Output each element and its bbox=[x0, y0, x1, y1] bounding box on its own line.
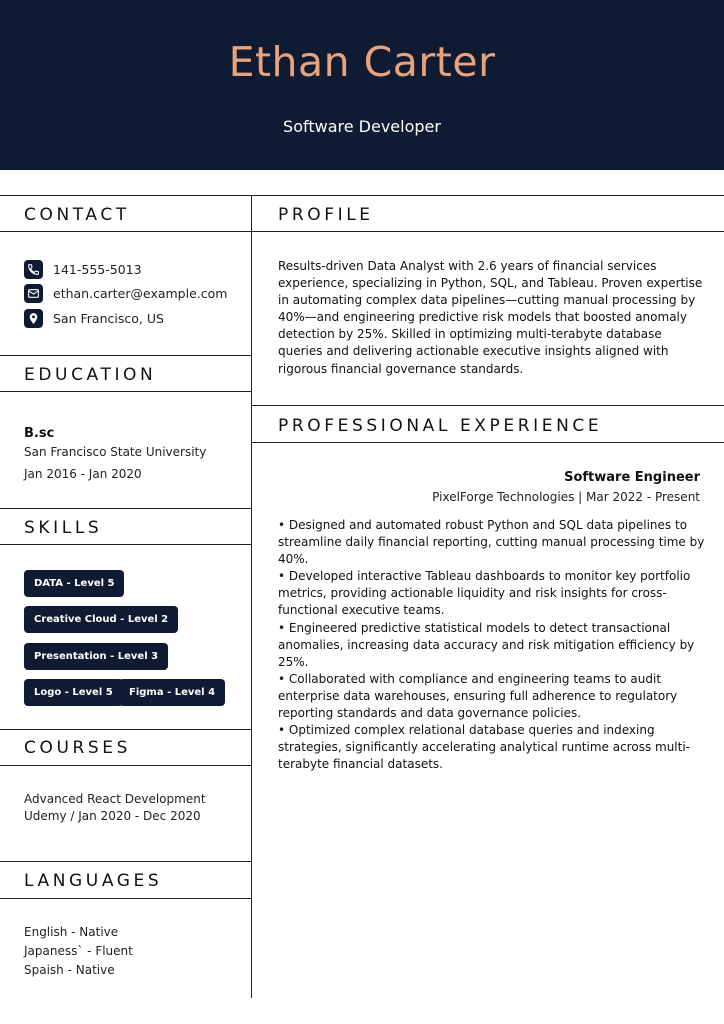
job-title: Software Engineer bbox=[564, 470, 700, 485]
profile-summary: Results-driven Data Analyst with 2.6 years of financial services experience, specializing in Python, SQL, and Tableau. Proven expertise in automating complex data pipelines—cutting manual processing by 40%—and engineering predictive risk models that boosted anomaly detection by 25%. Skilled in optimizing multi-terabyte database queries and delivering actionable executive insights aligned with rigorous financial governance standards. bbox=[278, 259, 703, 376]
education-heading: EDUCATION bbox=[24, 365, 157, 385]
experience-divider bbox=[252, 442, 724, 443]
skills-heading: SKILLS bbox=[24, 518, 103, 538]
job-bullet: • Designed and automated robust Python and SQL data pipelines to streamline daily financial reporting, cutting manual processing time by 40%. bbox=[278, 518, 705, 567]
job-bullet: • Developed interactive Tableau dashboards to monitor key portfolio metrics, providing actionable liquidity and risk insights for cross-functional executive teams. bbox=[278, 569, 691, 618]
candidate-title: Software Developer bbox=[283, 117, 441, 136]
contact-email-text[interactable]: ethan.carter@example.com bbox=[53, 286, 228, 301]
education-school: San Francisco State University bbox=[24, 445, 207, 459]
contact-phone bbox=[24, 260, 142, 279]
profile-divider bbox=[252, 231, 724, 232]
education-degree: B.sc bbox=[24, 426, 55, 441]
contact-divider bbox=[0, 231, 252, 232]
course-detail: Udemy / Jan 2020 - Dec 2020 bbox=[24, 809, 201, 823]
skill-badge: Presentation - Level 3 bbox=[24, 643, 168, 670]
profile-heading: PROFILE bbox=[278, 205, 374, 225]
contact-location bbox=[24, 309, 164, 328]
experience-top-divider bbox=[252, 405, 724, 406]
education-top-divider bbox=[0, 355, 252, 356]
languages-top-divider bbox=[0, 861, 252, 862]
email-icon bbox=[24, 284, 43, 303]
skills-divider bbox=[0, 544, 252, 545]
contact-phone-text[interactable]: 141-555-5013 bbox=[53, 262, 142, 277]
job-bullets bbox=[278, 517, 708, 773]
course-name: Advanced React Development bbox=[24, 792, 206, 806]
job-company-dates: PixelForge Technologies | Mar 2022 - Present bbox=[432, 490, 700, 504]
contact-heading: CONTACT bbox=[24, 205, 130, 225]
languages-heading: LANGUAGES bbox=[24, 871, 163, 891]
education-divider bbox=[0, 391, 252, 392]
candidate-name: Ethan Carter bbox=[228, 38, 496, 86]
contact-location-text: San Francisco, US bbox=[53, 311, 164, 326]
job-bullet: • Collaborated with compliance and engineering teams to audit enterprise data warehouses, ensuring full adherence to regulatory reporting standards and data governance policies. bbox=[278, 671, 678, 721]
experience-heading: PROFESSIONAL EXPERIENCE bbox=[278, 416, 603, 436]
job-bullet: • Optimized complex relational database queries and indexing strategies, significantly accelerating analytical runtime across multi-terabyte financial datasets. bbox=[278, 723, 691, 772]
courses-divider bbox=[0, 765, 252, 766]
education-dates: Jan 2016 - Jan 2020 bbox=[24, 467, 142, 481]
skill-badge: Creative Cloud - Level 2 bbox=[24, 606, 178, 633]
language-list bbox=[24, 923, 133, 980]
job-bullet: • Engineered predictive statistical models to detect transactional anomalies, increasing data accuracy and risk mitigation efficiency by 25%. bbox=[278, 620, 695, 669]
phone-icon bbox=[24, 260, 43, 279]
language-item: English - Native bbox=[24, 925, 119, 939]
language-item: Spaish - Native bbox=[24, 963, 115, 977]
skill-badge: Logo - Level 5 bbox=[24, 679, 123, 706]
contact-email bbox=[24, 284, 227, 303]
courses-heading: COURSES bbox=[24, 738, 132, 758]
skill-badge: Figma - Level 4 bbox=[119, 679, 225, 706]
column-divider bbox=[251, 195, 252, 998]
language-item: Japaness` - Fluent bbox=[24, 944, 133, 958]
skills-top-divider bbox=[0, 508, 252, 509]
languages-divider bbox=[0, 898, 252, 899]
skill-badge: DATA - Level 5 bbox=[24, 570, 124, 597]
top-divider bbox=[0, 195, 724, 196]
courses-top-divider bbox=[0, 729, 252, 730]
resume-header bbox=[0, 0, 724, 170]
location-icon bbox=[24, 309, 43, 328]
